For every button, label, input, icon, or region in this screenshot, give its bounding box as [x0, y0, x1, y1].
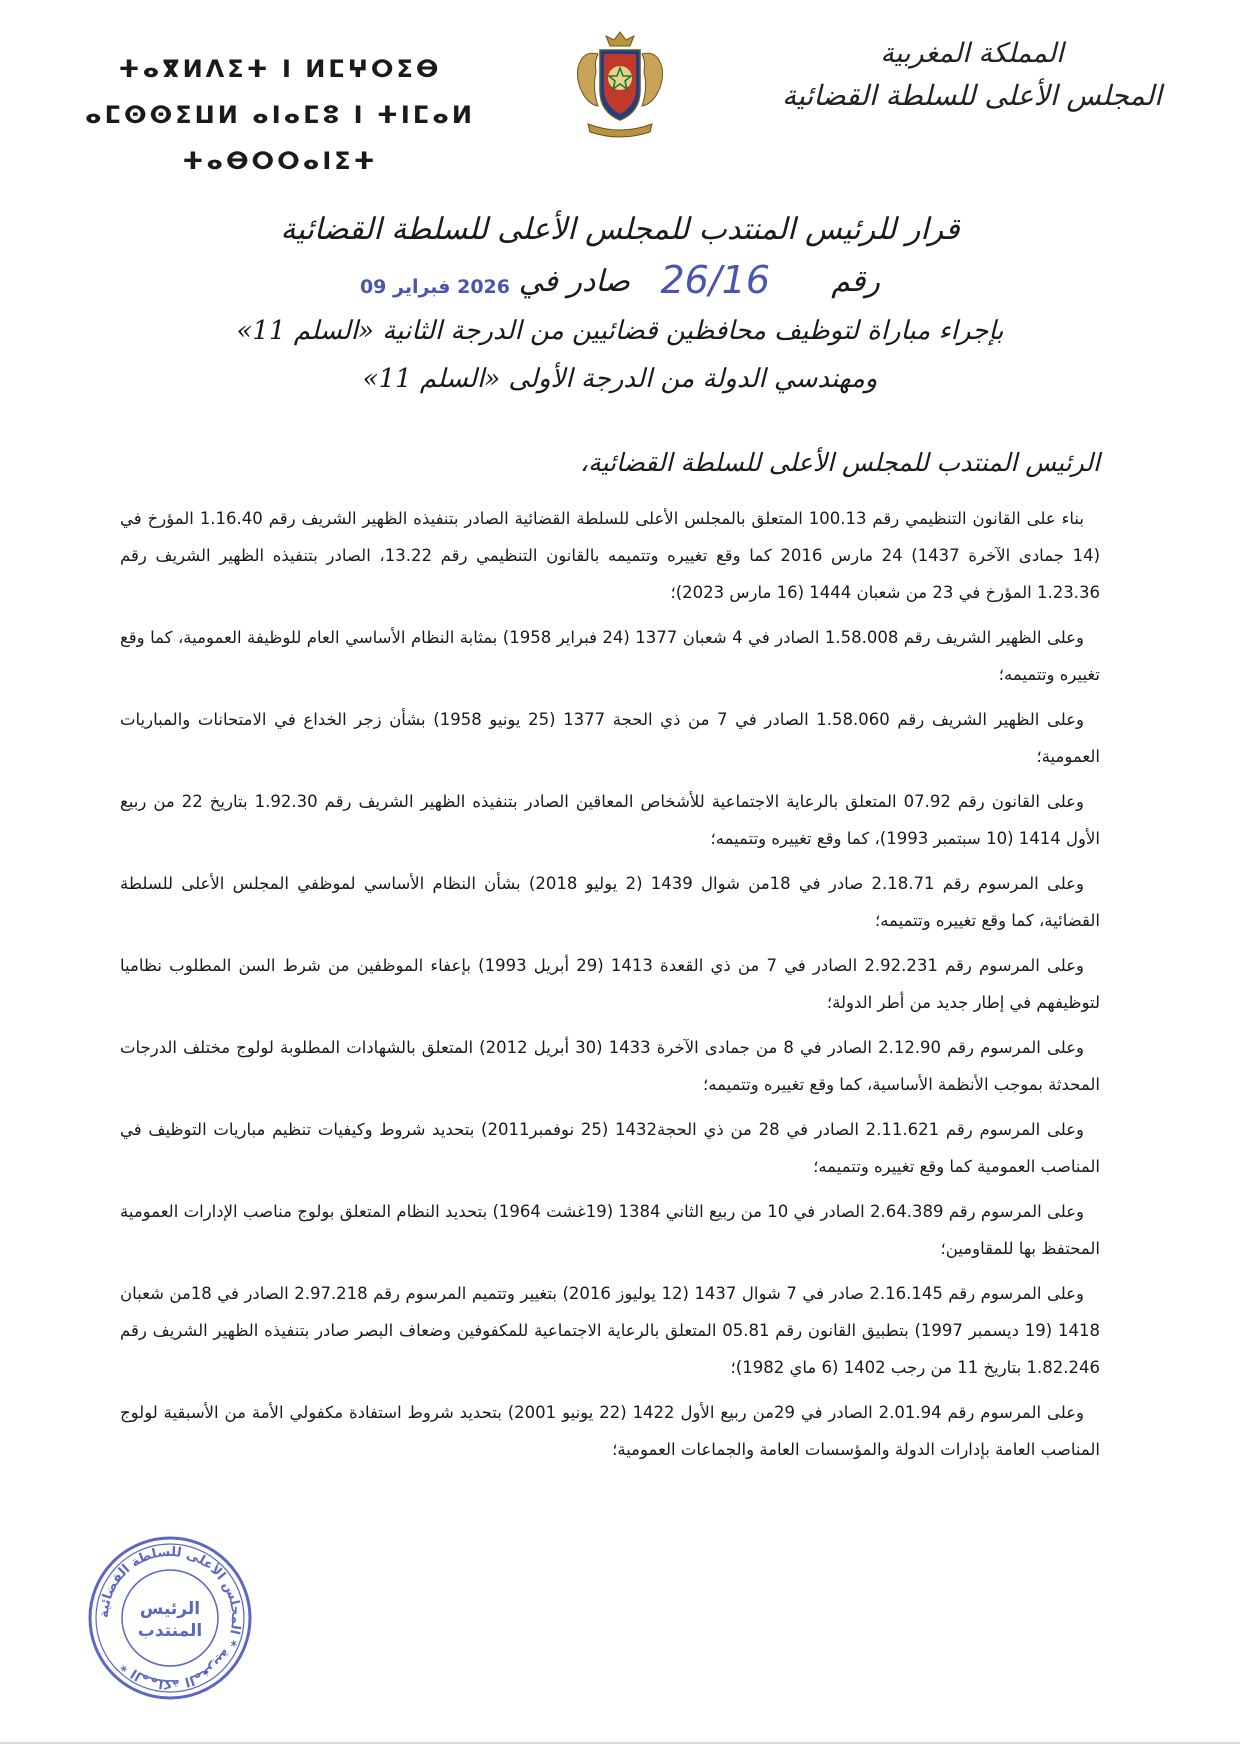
date-stamp: 2026 فبراير 09 — [359, 276, 510, 298]
number-label: رقم — [831, 264, 880, 299]
handwritten-number: 26/16 — [660, 258, 770, 302]
header-tifinagh — [70, 46, 490, 184]
seal-outer-text: المملكة المغربية * المجلس الأعلى للسلطة القضائية * — [96, 1544, 244, 1692]
decision-subject-line1: بإجراء مباراة لتوظيف محافظين قضائيين من الدرجة الثانية «السلم 11» — [236, 316, 1004, 346]
preamble-paragraph: وعلى المرسوم رقم 2.18.71 صادر في 18من شوال 1439 (2 يوليو 2018) بشأن النظام الأساسي لموظفي المجلس الأعلى للسلطة القضائية، كما وقع تغييره وتتميمه؛ — [120, 874, 1100, 930]
page-edge-line — [0, 1742, 1240, 1744]
official-seal-icon — [86, 1534, 254, 1702]
seal-center-line1: الرئيس — [139, 1599, 201, 1619]
decision-title: قرار للرئيس المنتدب للمجلس الأعلى للسلطة القضائية — [280, 212, 960, 247]
council-name-arabic: المجلس الأعلى للسلطة القضائية — [782, 79, 1162, 112]
preamble-paragraph: وعلى المرسوم رقم 2.11.621 الصادر في 28 من ذي الحجة1432 (25 نوفمبر2011) بتحديد شروط وكيفيات تنظيم مباريات التوظيف في المناصب العمومية كما وقع تغييره وتتميمه؛ — [120, 1120, 1100, 1176]
preamble-paragraph: وعلى الظهير الشريف رقم 1.58.060 الصادر في 7 من ذي الحجة 1377 (25 يونيو 1958) بشأن زجر الخداع في الامتحانات والمباريات العمومية؛ — [120, 710, 1100, 766]
preamble-paragraph: وعلى المرسوم رقم 2.64.389 الصادر في 10 من ربيع الثاني 1384 (19غشت 1964) بتحديد النظام المتعلق بولوج مناصب الإدارات العمومية المحتفظ بها للمقاومين؛ — [120, 1202, 1100, 1258]
issued-label: صادر في — [518, 264, 630, 299]
kingdom-name-arabic: المملكة المغربية — [880, 38, 1064, 69]
preamble-body — [120, 500, 1100, 1476]
opening-heading: الرئيس المنتدب للمجلس الأعلى للسلطة القضائية، — [580, 448, 1100, 477]
seal-center-line2: المنتدب — [137, 1621, 203, 1641]
preamble-paragraph: وعلى الظهير الشريف رقم 1.58.008 الصادر في 4 شعبان 1377 (24 فبراير 1958) بمثابة النظام الأساسي العام للوظيفة العمومية، كما وقع تغييره وتتميمه؛ — [120, 628, 1100, 684]
preamble-paragraph: وعلى المرسوم رقم 2.12.90 الصادر في 8 من جمادى الآخرة 1433 (30 أبريل 2012) المتعلق بالشهادات المطلوبة لولوج مختلف الدرجات المحدثة بموجب الأنظمة الأساسية، كما وقع تغييره وتتميمه؛ — [120, 1038, 1100, 1094]
council-name-tifinagh: ⴰⵎⵙⵙⵉⵡⵍ ⴰⵏⴰⵎⵓ ⵏ ⵜⵏⵎⴰⵍ ⵜⴰⴱⵔⵔⴰⵏⵉⵜ — [85, 101, 475, 175]
preamble-paragraph: وعلى المرسوم رقم 2.92.231 الصادر في 7 من ذي القعدة 1413 (29 أبريل 1993) بإعفاء الموظفين من شرط السن المطلوب نظاميا لتوظيفهم في إطار جديد من أطر الدولة؛ — [120, 956, 1100, 1012]
preamble-paragraph: وعلى المرسوم رقم 2.01.94 الصادر في 29من ربيع الأول 1422 (22 يونيو 2001) بتحديد شروط استفادة مكفولي الأمة من الأسبقية لولوج المناصب العامة بإدارات الدولة والمؤسسات العامة والجماعات العمومية؛ — [120, 1403, 1100, 1459]
header-arabic — [762, 34, 1182, 118]
preamble-paragraph: بناء على القانون التنظيمي رقم 100.13 المتعلق بالمجلس الأعلى للسلطة القضائية الصادر بتنفيذه الظهير الشريف رقم 1.16.40 المؤرخ في (14 جمادى الآخرة 1437) 24 مارس 2016 كما وقع تغييره وتتميمه بالقانون التنظيمي رقم 13.22، الصادر بتنفيذه الظهير الشريف رقم 1.23.36 المؤرخ في 23 من شعبان 1444 (16 مارس 2023)؛ — [120, 509, 1101, 602]
decision-number-line — [320, 258, 920, 318]
preamble-paragraph: وعلى القانون رقم 07.92 المتعلق بالرعاية الاجتماعية للأشخاص المعاقين الصادر بتنفيذه الظهير الشريف رقم 1.92.30 بتاريخ 22 من ربيع الأول 1414 (10 سبتمبر 1993)، كما وقع تغييره وتتميمه؛ — [120, 792, 1100, 848]
kingdom-name-tifinagh: ⵜⴰⴳⵍⴷⵉⵜ ⵏ ⵍⵎⵖⵔⵉⴱ — [118, 55, 442, 83]
preamble-paragraph: وعلى المرسوم رقم 2.16.145 صادر في 7 شوال 1437 (12 يوليوز 2016) بتغيير وتتميم المرسوم رقم 2.97.218 الصادر في 18من شعبان 1418 (19 ديسمبر 1997) بتطبيق القانون رقم 05.81 المتعلق بالرعاية الاجتماعية للمكفوفين وضعاف البصر صادر بتنفيذه الظهير الشريف رقم 1.82.246 بتاريخ 11 من رجب 1402 (6 ماي 1982)؛ — [120, 1284, 1100, 1377]
royal-emblem-icon — [568, 28, 672, 140]
decision-subject-line2: ومهندسي الدولة من الدرجة الأولى «السلم 11» — [362, 364, 878, 394]
